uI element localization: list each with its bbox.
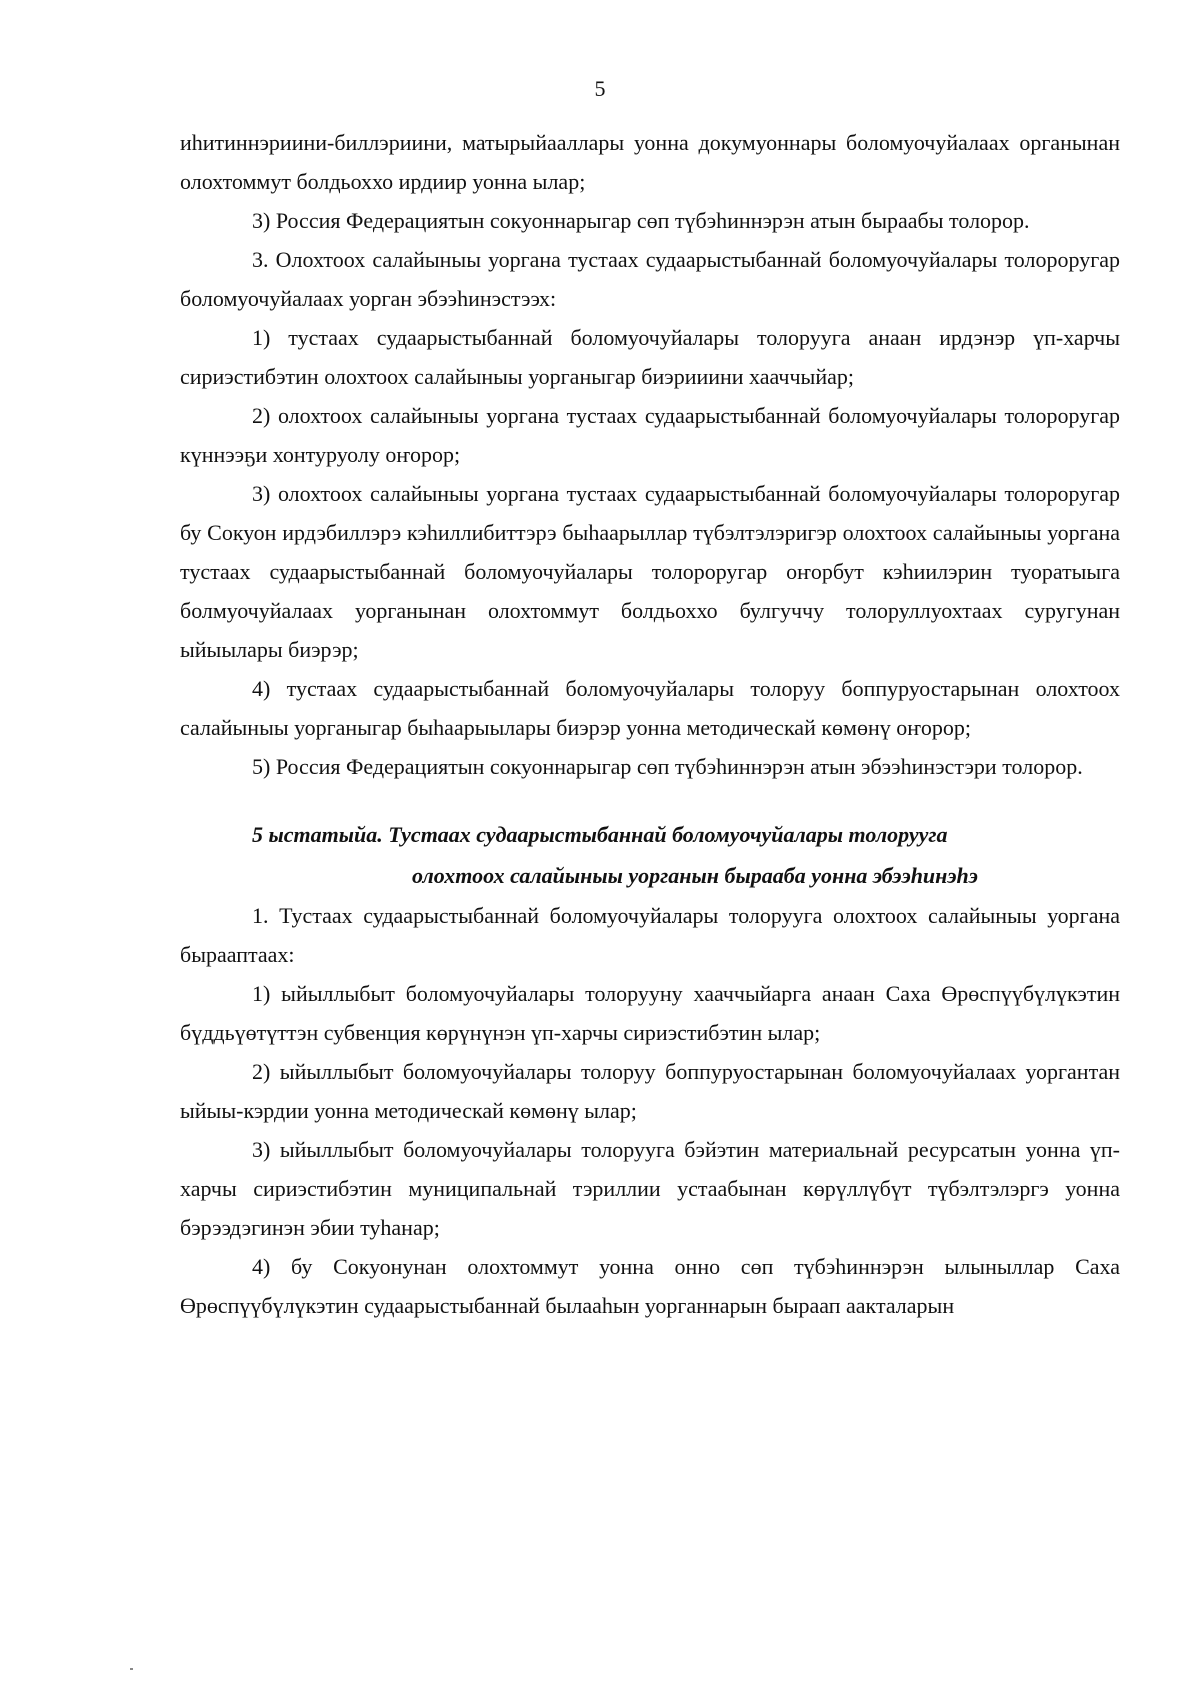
paragraph: 4) бу Сокуонунан олохтоммут уонна онно сөп түбэһиннэрэн ылыныллар Саха Өрөспүүбүлүкэтин судаарыстыбаннай былааһын уорганнарын быраап аакталарын	[180, 1254, 1120, 1318]
paragraph: иһитиннэриини-биллэриини, матырыйааллары уонна докумуоннары боломуочуйалаах органынан олохтоммут болдьоххо ирдиир уонна ылар;	[180, 130, 1120, 194]
article-heading	[180, 814, 1120, 896]
paragraph: 1) тустаах судаарыстыбаннай боломуочуйалары толорууга анаан ирдэнэр үп-харчы сириэстибэтин олохтоох салайыныы уорганыгар биэрииини хааччыйар;	[180, 325, 1120, 389]
paragraph: 3) олохтоох салайыныы уоргана тустаах судаарыстыбаннай боломуочуйалары толороругар бу Сокуон ирдэбиллэрэ кэһиллибиттэрэ быһаарыллар түбэлтэлэригэр олохтоох салайыныы уоргана тустаах судаарыстыбаннай боломуочуйалары толороругар оҥорбут кэһиилэрин туоратыыга болмуочуйалаах уорганынан олохтоммут болдьоххо булгуччу толоруллуохтаах суругунан ыйыылары биэрэр;	[180, 481, 1120, 662]
paragraph: 4) тустаах судаарыстыбаннай боломуочуйалары толоруу боппуруостарынан олохтоох салайыныы уорганыгар быһаарыылары биэрэр уонна методическай көмөнү оҥорор;	[180, 676, 1120, 740]
paragraph: 2) ыйыллыбыт боломуочуйалары толоруу боппуруостарынан боломуочуйалаах уоргантан ыйыы-кэрдии уонна методическай көмөнү ылар;	[180, 1059, 1120, 1123]
paragraph: 3) Россия Федерациятын сокуоннарыгар сөп түбэһиннэрэн атын быраабы толорор.	[252, 208, 1030, 233]
paragraph: 3) ыйыллыбыт боломуочуйалары толорууга бэйэтин материальнай ресурсатын уонна үп-харчы сириэстибэтин муниципальнай тэриллии устаабынан көрүллүбүт түбэлтэлэргэ уонна бэрээдэгинэн эбии туһанар;	[180, 1137, 1120, 1240]
page-number: 5	[594, 76, 606, 101]
paragraph: 1. Тустаах судаарыстыбаннай боломуочуйалары толорууга олохтоох салайыныы уоргана бырааптаах:	[180, 903, 1120, 967]
paragraph: 1) ыйыллыбыт боломуочуйалары толорууну хааччыйарга анаан Саха Өрөспүүбүлүкэтин бүддьүөтүттэн субвенция көрүнүнэн үп-харчы сириэстибэтин ылар;	[180, 981, 1120, 1045]
article-heading-line2: олохтоох салайыныы уорганын бырааба уонна эбээһинэһэ	[412, 863, 978, 888]
scan-speck	[130, 1668, 133, 1670]
paragraph: 2) олохтоох салайыныы уоргана тустаах судаарыстыбаннай боломуочуйалары толороругар күннээҕи хонтуруолу оҥорор;	[180, 403, 1120, 467]
article-heading-line1: 5 ыстатыйа. Тустаах судаарыстыбаннай боломуочуйалары толорууга	[252, 822, 948, 847]
paragraph: 5) Россия Федерациятын сокуоннарыгар сөп түбэһиннэрэн атын эбээһинэстэри толорор.	[252, 754, 1083, 779]
document-body	[180, 123, 1120, 1325]
paragraph: 3. Олохтоох салайыныы уоргана тустаах судаарыстыбаннай боломуочуйалары толороругар боломуочуйалаах уорган эбээһинэстээх:	[180, 247, 1120, 311]
